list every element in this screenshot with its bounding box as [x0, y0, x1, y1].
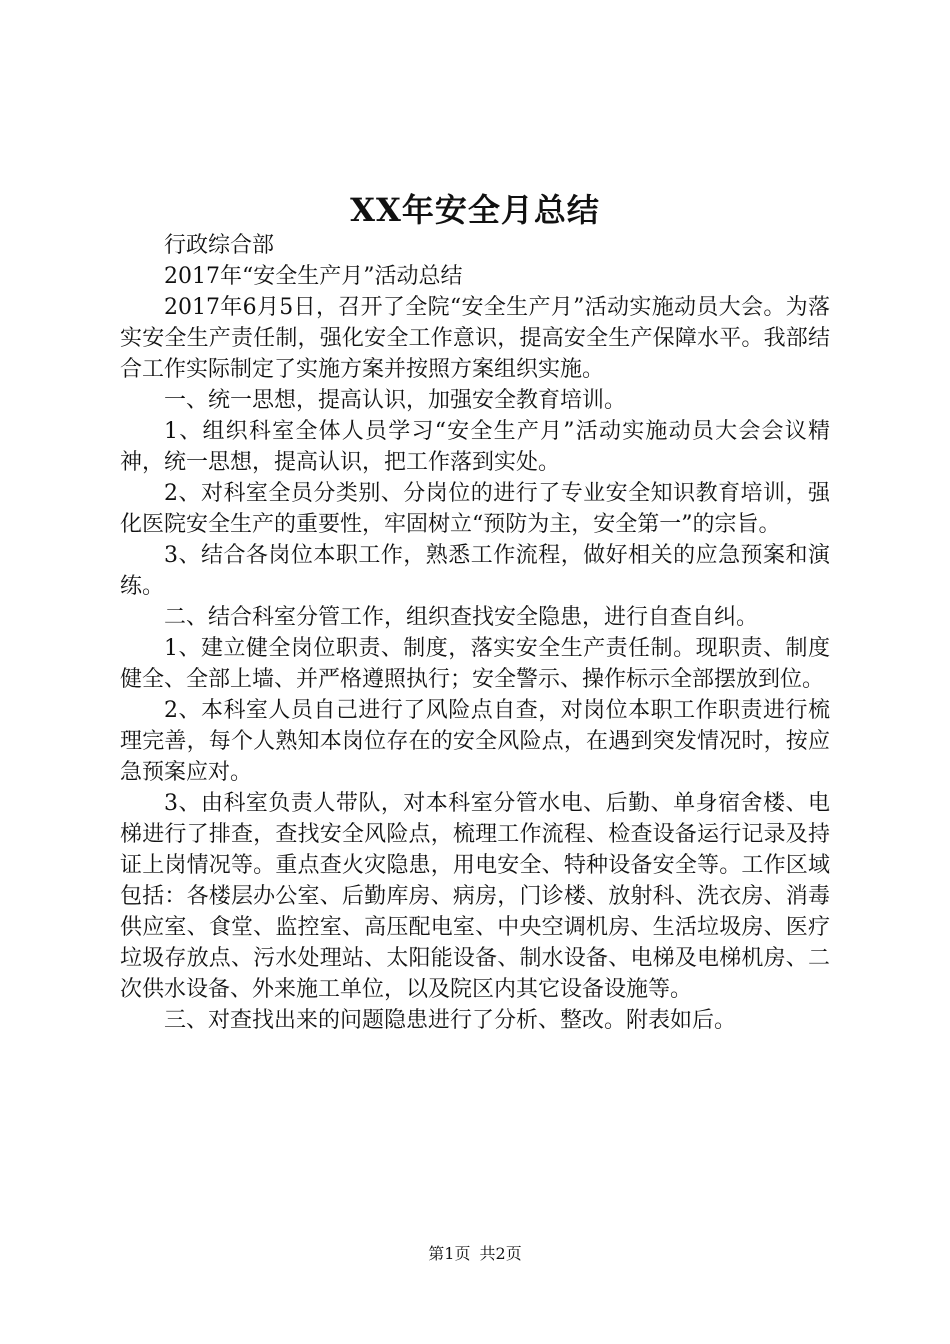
- page-number: 第1页: [428, 1244, 471, 1263]
- subtitle-line: 2017年“安全生产月”活动总结: [164, 264, 463, 289]
- section-1-item-2: 2、对科室全员分类别、分岗位的进行了专业安全知识教育培训，强化医院安全生产的重要性，牢固树立“预防为主，安全第一”的宗旨。: [120, 481, 830, 537]
- section-heading-2: 二、结合科室分管工作，组织查找安全隐患，进行自查自纠。: [164, 605, 759, 630]
- document-body: [120, 230, 830, 1036]
- section-1-item-3: 3、结合各岗位本职工作，熟悉工作流程，做好相关的应急预案和演练。: [120, 543, 830, 599]
- section-2-item-1: 1、建立健全岗位职责、制度，落实安全生产责任制。现职责、制度健全、全部上墙、并严格遵照执行；安全警示、操作标示全部摆放到位。: [120, 636, 830, 692]
- page-total: 共2页: [479, 1244, 522, 1263]
- page-footer: [0, 1242, 950, 1266]
- section-1-item-1: 1、组织科室全体人员学习“安全生产月”活动实施动员大会会议精神，统一思想，提高认识，把工作落到实处。: [120, 419, 830, 475]
- document-title: XX年安全月总结: [350, 191, 600, 229]
- section-2-item-3: 3、由科室负责人带队，对本科室分管水电、后勤、单身宿舍楼、电梯进行了排查，查找安全风险点，梳理工作流程、检查设备运行记录及持证上岗情况等。重点查火灾隐患，用电安全、特种设备安全等。工作区域包括：各楼层办公室、后勤库房、病房，门诊楼、放射科、洗衣房、消毒供应室、食堂、监控室、高压配电室、中央空调机房、生活垃圾房、医疗垃圾存放点、污水处理站、太阳能设备、制水设备、电梯及电梯机房、二次供水设备、外来施工单位，以及院区内其它设备设施等。: [120, 791, 830, 1002]
- intro-paragraph: 2017年6月5日，召开了全院“安全生产月”活动实施动员大会。为落实安全生产责任制，强化安全工作意识，提高安全生产保障水平。我部结合工作实际制定了实施方案并按照方案组织实施。: [120, 295, 830, 382]
- section-heading-3: 三、对查找出来的问题隐患进行了分析、整改。附表如后。: [164, 1008, 737, 1033]
- department-line: 行政综合部: [164, 233, 275, 258]
- section-heading-1: 一、统一思想，提高认识，加强安全教育培训。: [164, 388, 627, 413]
- section-2-item-2: 2、本科室人员自己进行了风险点自查，对岗位本职工作职责进行梳理完善，每个人熟知本岗位存在的安全风险点，在遇到突发情况时，按应急预案应对。: [120, 698, 830, 785]
